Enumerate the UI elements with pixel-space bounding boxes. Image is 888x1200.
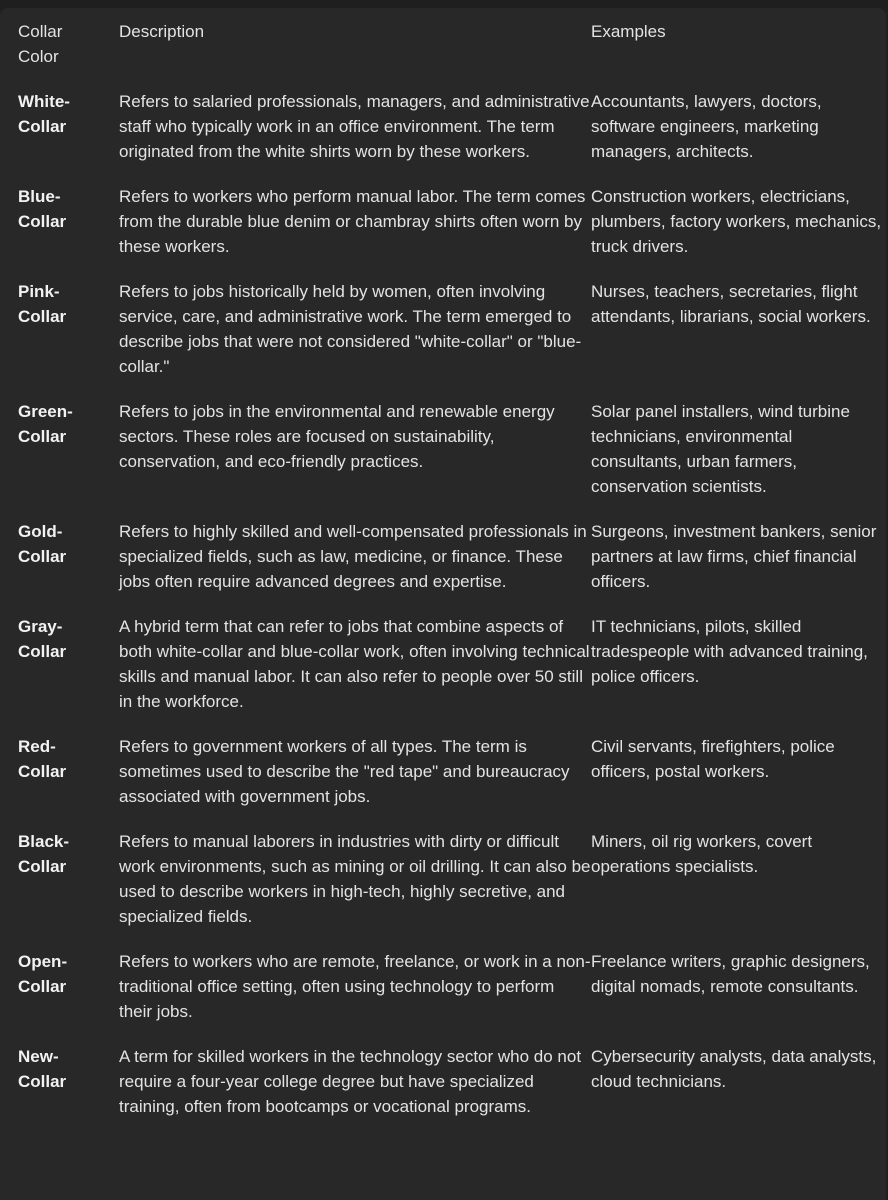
table-row: [0, 184, 886, 279]
collar-examples: Miners, oil rig workers, covert operations specialists.: [591, 832, 813, 876]
collar-examples: Accountants, lawyers, doctors, software engineers, marketing managers, architects.: [591, 92, 822, 161]
table-row: [0, 399, 886, 519]
table-row: [0, 614, 886, 734]
collar-examples: Surgeons, investment bankers, senior partners at law firms, chief financial officers.: [591, 522, 877, 591]
collar-color-table: [0, 19, 886, 1139]
header-row: [0, 19, 886, 89]
collar-description: Refers to workers who are remote, freelance, or work in a non-traditional office setting, often using technology to perform their jobs.: [119, 952, 591, 1021]
collar-description: Refers to manual laborers in industries with dirty or difficult work environments, such as mining or oil drilling. It can also be used to describe workers in high-tech, highly secretive, and specialized fields.: [119, 832, 591, 926]
table-row: [0, 519, 886, 614]
collar-examples: Solar panel installers, wind turbine technicians, environmental consultants, urban farmers, conservation scientists.: [591, 402, 850, 496]
collar-examples: Cybersecurity analysts, data analysts, cloud technicians.: [591, 1047, 877, 1091]
header-collar-color: Collar Color: [18, 22, 63, 66]
collar-name: New- Collar: [18, 1047, 67, 1091]
table-row: [0, 734, 886, 829]
collar-description: A hybrid term that can refer to jobs that combine aspects of both white-collar and blue-collar work, often involving technical skills and manual labor. It can also refer to people over 50 still in the workforce.: [119, 617, 590, 711]
collar-examples: Construction workers, electricians, plumbers, factory workers, mechanics, truck drivers.: [591, 187, 882, 256]
header-description: Description: [119, 22, 205, 41]
collar-examples: Civil servants, firefighters, police officers, postal workers.: [591, 737, 835, 781]
header-examples: Examples: [591, 22, 666, 41]
collar-name: Blue- Collar: [18, 187, 67, 231]
collar-name: Green- Collar: [18, 402, 73, 446]
collar-examples: IT technicians, pilots, skilled tradespeople with advanced training, police officers.: [591, 617, 868, 686]
collar-description: Refers to jobs historically held by women, often involving service, care, and administrative work. The term emerged to describe jobs that were not considered "white-collar" or "blue-collar.": [119, 282, 582, 376]
table-row: [0, 829, 886, 949]
collar-name: Red- Collar: [18, 737, 67, 781]
collar-description: Refers to workers who perform manual labor. The term comes from the durable blue denim or chambray shirts often worn by these workers.: [119, 187, 586, 256]
table-row: [0, 949, 886, 1044]
collar-name: Black- Collar: [18, 832, 70, 876]
collar-description: A term for skilled workers in the technology sector who do not require a four-year college degree but have specialized training, often from bootcamps or vocational programs.: [119, 1047, 582, 1116]
collar-name: Gold- Collar: [18, 522, 67, 566]
table-row: [0, 89, 886, 184]
table-row: [0, 279, 886, 399]
table-row: [0, 1044, 886, 1139]
collar-description: Refers to jobs in the environmental and renewable energy sectors. These roles are focused on sustainability, conservation, and eco-friendly practices.: [119, 402, 555, 471]
collar-description: Refers to highly skilled and well-compensated professionals in specialized fields, such as law, medicine, or finance. These jobs often require advanced degrees and expertise.: [119, 522, 587, 591]
table-body: [0, 89, 886, 1139]
collar-name: Pink- Collar: [18, 282, 67, 326]
collar-description: Refers to government workers of all types. The term is sometimes used to describe the "red tape" and bureaucracy associated with government jobs.: [119, 737, 570, 806]
table-header: [0, 19, 886, 89]
collar-name: Gray- Collar: [18, 617, 67, 661]
response-table-panel: [0, 8, 886, 1200]
collar-examples: Nurses, teachers, secretaries, flight attendants, librarians, social workers.: [591, 282, 871, 326]
collar-description: Refers to salaried professionals, managers, and administrative staff who typically work in an office environment. The term originated from the white shirts worn by these workers.: [119, 92, 590, 161]
collar-name: Open- Collar: [18, 952, 68, 996]
collar-name: White- Collar: [18, 92, 70, 136]
collar-examples: Freelance writers, graphic designers, digital nomads, remote consultants.: [591, 952, 870, 996]
